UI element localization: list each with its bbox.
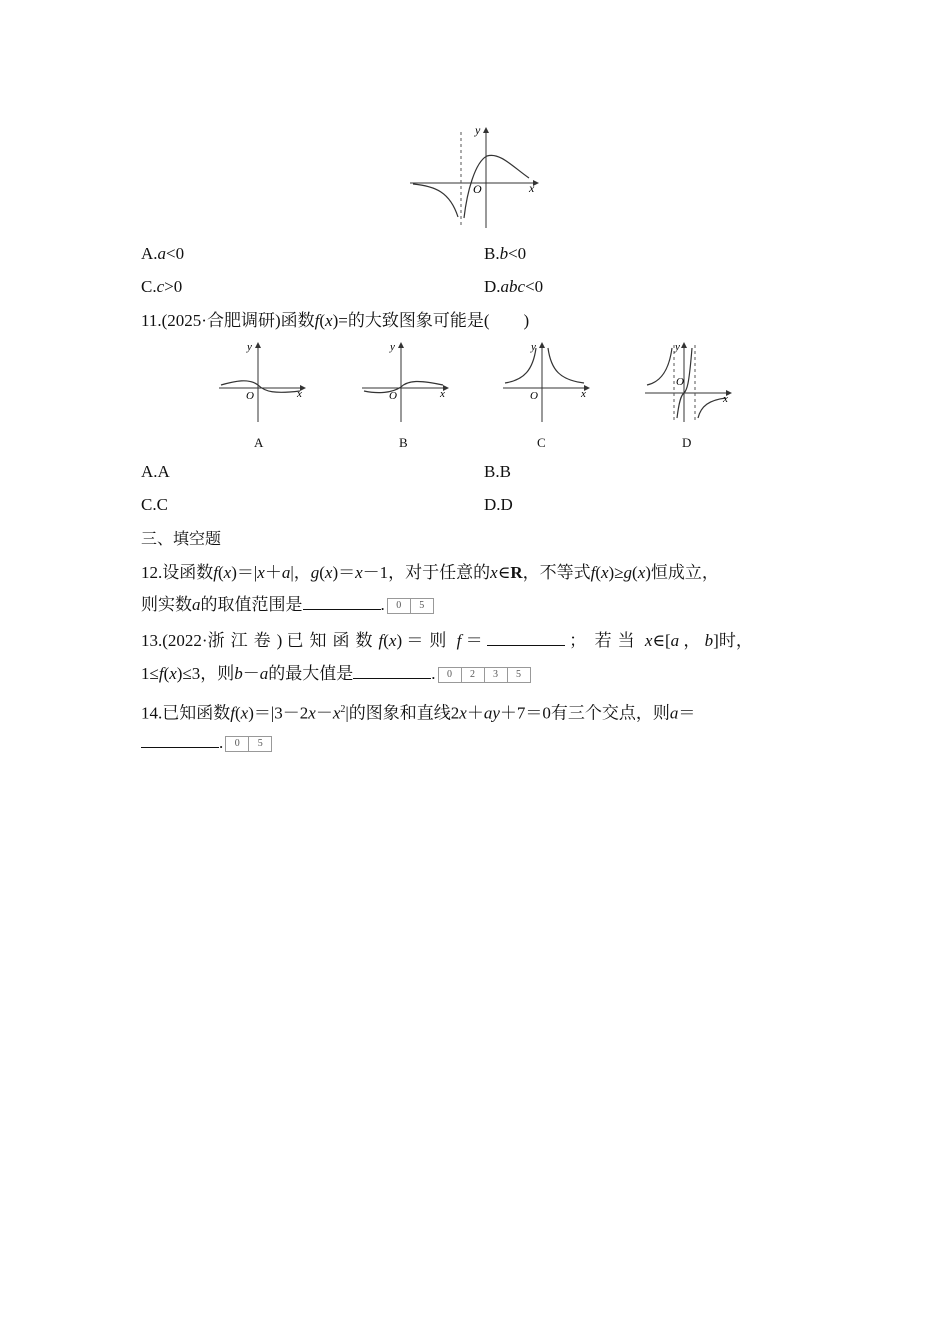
section-title: 三、填空题 [141,529,222,548]
q11-caption-c: C [537,435,546,450]
q14-answer-blank[interactable] [141,733,219,748]
q10-graph [405,122,545,232]
q14-score-box[interactable]: 0 5 [225,736,272,752]
q13-line1: 13.(2022·浙江卷) 已知函数f(x) ＝则 f ＝ ； 若当 x∈[a ， b]时， [141,631,753,650]
svg-text:x: x [581,388,586,400]
svg-text:x: x [440,388,445,400]
svg-text:y: y [390,341,395,353]
q11-option-d[interactable]: D.D [484,495,513,514]
origin-label: O [473,182,482,196]
q10-option-d[interactable]: D.abc<0 [484,277,544,296]
q12-line1: 12.设函数f(x)＝|x＋a|，g(x)＝x－1，对于任意的x∈R，不等式f(x)≥g(x)恒成立， [141,563,719,582]
q13-score-box[interactable]: 0 2 3 5 [438,667,531,683]
q11-option-c[interactable]: C.C [141,495,168,514]
q11-graph-d [641,340,736,425]
svg-text:y: y [675,341,680,353]
q11-graph-c [499,340,594,425]
q13-line2: 1≤f(x)≤3，则b－a的最大值是 . 0 2 3 5 [141,663,531,685]
q14-line1: 14.已知函数$f(x)=|3-2x-x^2|$的图象和直线2x＋ay＋7＝0有三个交点，则a＝ [141,703,696,723]
curve-b [364,381,443,392]
curve-d-right [698,398,726,418]
q12-answer-blank[interactable] [303,595,381,610]
curve-left [413,184,458,217]
curve-c-left [505,348,536,383]
q11-caption-a: A [254,435,264,450]
q11-option-b[interactable]: B.B [484,462,511,481]
axis-x-label: x [529,181,535,195]
q10-option-b[interactable]: B.b<0 [484,244,527,263]
svg-text:O: O [676,376,684,388]
svg-text:O: O [389,390,397,402]
axis-y-label: y [475,123,481,137]
q12-line2: 则实数a的取值范围是 . 0 5 [141,594,434,616]
q11-caption-b: B [399,435,408,450]
q11-stem: 11.(2025·合肥调研)函数f(x)=的大致图象可能是( ) [141,311,530,330]
q10-option-a[interactable]: A.a<0 [141,244,185,263]
q13-answer-blank-2[interactable] [353,664,431,679]
q14-line2: . 0 5 [141,732,272,754]
q13-answer-blank-1[interactable] [487,631,565,646]
curve-d-left [647,348,672,385]
svg-text:y: y [247,341,252,353]
svg-text:x: x [723,393,728,405]
q10-option-c[interactable]: C.c>0 [141,277,183,296]
q11-caption-d: D [682,435,692,450]
curve-a [221,381,300,393]
svg-text:O: O [530,390,538,402]
curve-c-right [548,348,584,383]
q12-score-box[interactable]: 0 5 [387,598,434,614]
svg-text:y: y [531,341,536,353]
q11-graph-a [215,340,310,425]
svg-text:O: O [246,390,254,402]
q11-graph-b [358,340,453,425]
svg-text:x: x [297,388,302,400]
q11-option-a[interactable]: A.A [141,462,170,481]
